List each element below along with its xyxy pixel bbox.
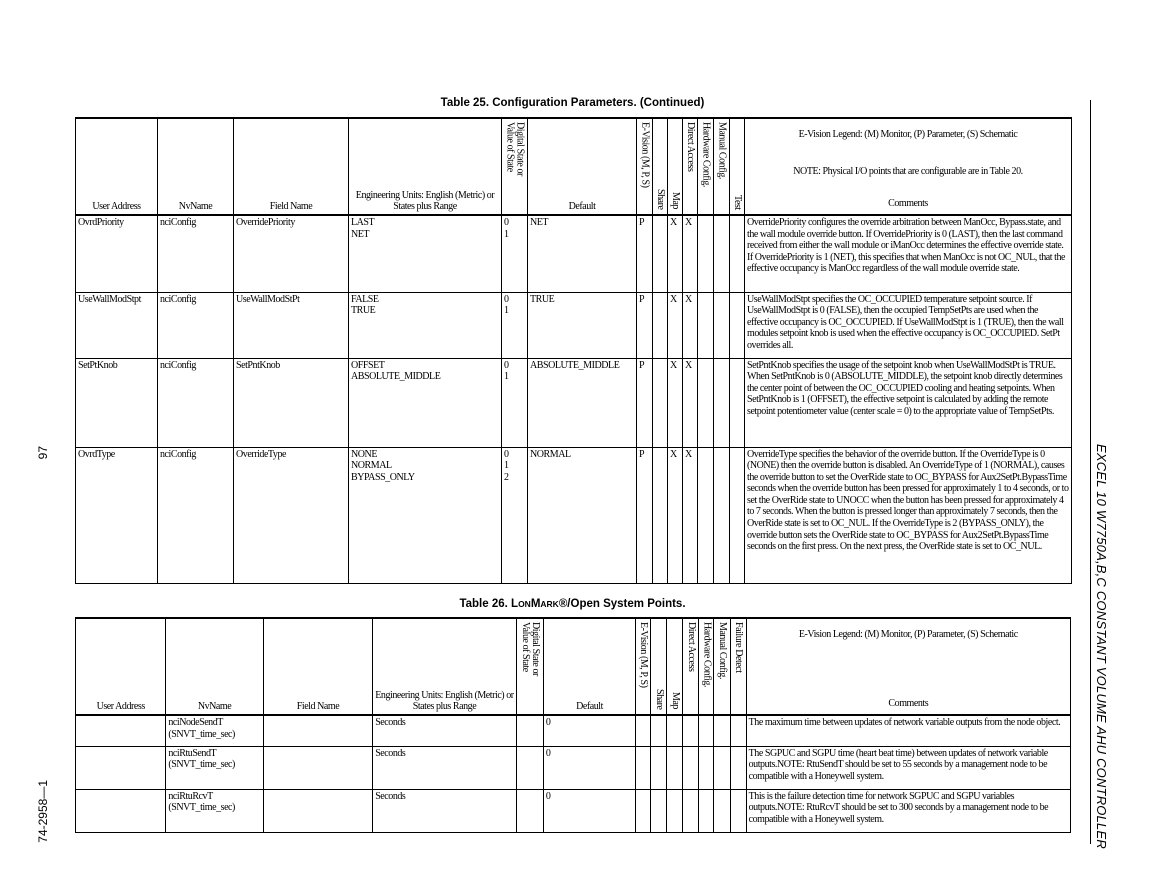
cell-hardware-config bbox=[699, 715, 714, 746]
header-map-text: Map bbox=[670, 192, 681, 210]
cell-field-name bbox=[263, 715, 372, 746]
cell-field-name bbox=[263, 746, 372, 789]
header-comments bbox=[745, 118, 1072, 215]
cell-direct-access bbox=[683, 789, 699, 832]
header-manual-config-text: Manual Config. bbox=[716, 122, 728, 180]
cell-hardware-config bbox=[698, 215, 714, 292]
header-evision-text: E-Vision (M, P, S) bbox=[638, 622, 650, 688]
header-share bbox=[653, 118, 668, 215]
cell-default: NET bbox=[528, 215, 637, 292]
header-map bbox=[668, 118, 683, 215]
cell-comments: OverridePriority configures the override arbitration between ManOcc, Bypass.state, and the wall module override button. If OverridePriority is 0 (LAST), then the last command received from either the wall module or iManOcc determines the effective override state. If OverridePriority is 1 (NET), this specifies that when ManOcc is not OC_NUL, that the effective occupancy is ManOcc regardless of the wall module override state. bbox=[745, 215, 1072, 292]
cell-nvname: nciConfig bbox=[158, 447, 234, 583]
cell-direct-access: X bbox=[683, 447, 698, 583]
cell-comments: The maximum time between updates of network variable outputs from the node object. bbox=[746, 715, 1070, 746]
header-hardware-config-text: Hardware Config. bbox=[700, 122, 712, 187]
cell-share bbox=[651, 715, 667, 746]
cell-states bbox=[516, 789, 543, 832]
cell-field-name: UseWallModStPt bbox=[234, 292, 349, 358]
cell-share bbox=[651, 789, 667, 832]
table-26-caption-on: ON bbox=[518, 599, 531, 609]
header-manual-config bbox=[714, 618, 730, 715]
table-row bbox=[76, 215, 1072, 292]
header-nvname: NvName bbox=[166, 618, 263, 715]
header-field-name: Field Name bbox=[263, 618, 372, 715]
configuration-parameters-table bbox=[75, 117, 1072, 584]
header-engineering-units: Engineering Units: English (Metric) or States plus Range bbox=[373, 618, 517, 715]
cell-states: 0 1 bbox=[502, 215, 528, 292]
header-direct-access bbox=[683, 618, 699, 715]
cell-default: ABSOLUTE_MIDDLE bbox=[528, 358, 637, 447]
cell-user-address: UseWallModStpt bbox=[76, 292, 158, 358]
cell-units: OFFSET ABSOLUTE_MIDDLE bbox=[349, 358, 502, 447]
header-hardware-config bbox=[699, 618, 714, 715]
cell-comments: This is the failure detection time for network SGPUC and SGPU variables outputs.NOTE: RtuRcvT should be set to 300 seconds by a management node to be compatible with a Honeywell system. bbox=[746, 789, 1070, 832]
cell-manual-config bbox=[714, 358, 730, 447]
header-failure-detect-text: Failure Detect bbox=[733, 622, 745, 673]
cell-map bbox=[667, 715, 683, 746]
cell-states bbox=[516, 746, 543, 789]
cell-hardware-config bbox=[699, 789, 714, 832]
cell-test bbox=[730, 447, 745, 583]
header-direct-access-text: Direct Access bbox=[685, 122, 696, 172]
cell-share bbox=[651, 746, 667, 789]
cell-manual-config bbox=[714, 215, 730, 292]
document-number: 74-2958—1 bbox=[36, 780, 50, 843]
evision-legend: E-Vision Legend: (M) Monitor, (P) Parameter, (S) Schematic bbox=[798, 629, 1018, 640]
cell-states: 0 1 bbox=[502, 358, 528, 447]
cell-user-address bbox=[76, 789, 166, 832]
table-26-caption-suffix: ®/Open System Points. bbox=[558, 598, 686, 610]
cell-evision bbox=[636, 789, 651, 832]
cell-share bbox=[653, 447, 668, 583]
header-failure-detect bbox=[730, 618, 746, 715]
cell-manual-config bbox=[714, 789, 730, 832]
cell-failure-detect bbox=[730, 746, 746, 789]
cell-default: TRUE bbox=[528, 292, 637, 358]
header-share-text: Share bbox=[655, 188, 666, 210]
header-user-address: User Address bbox=[76, 118, 158, 215]
cell-comments: SetPntKnob specifies the usage of the setpoint knob when UseWallModStPt is TRUE. When SetPntKnob is 0 (ABSOLUTE_MIDDLE), the setpoint knob directly determines the center point of between the OC_OCCUPIED cooling and heating setpoints. When SetPntKnob is 1 (OFFSET), the effective setpoint is calculated by adding the remote setpoint potentiometer value (center scale = 0) to the appropriate value of TempSetPts. bbox=[745, 358, 1072, 447]
header-test bbox=[730, 118, 745, 215]
cell-direct-access: X bbox=[683, 292, 698, 358]
cell-field-name: OverridePriority bbox=[234, 215, 349, 292]
header-direct-access bbox=[683, 118, 698, 215]
cell-direct-access bbox=[683, 746, 699, 789]
cell-field-name bbox=[263, 789, 372, 832]
header-hardware-config bbox=[698, 118, 714, 215]
evision-legend: E-Vision Legend: (M) Monitor, (P) Parameter, (S) Schematic bbox=[798, 129, 1018, 140]
cell-units: Seconds bbox=[373, 789, 517, 832]
cell-states: 0 1 2 bbox=[502, 447, 528, 583]
cell-default: 0 bbox=[543, 746, 635, 789]
cell-hardware-config bbox=[698, 358, 714, 447]
table-row bbox=[76, 292, 1072, 358]
cell-failure-detect bbox=[730, 715, 746, 746]
cell-evision bbox=[636, 715, 651, 746]
cell-user-address: OvrdPriority bbox=[76, 215, 158, 292]
cell-user-address bbox=[76, 715, 166, 746]
cell-evision: P bbox=[637, 215, 653, 292]
table-row bbox=[76, 447, 1072, 583]
header-note: NOTE: Physical I/O points that are configurable are in Table 20. bbox=[793, 166, 1023, 177]
cell-units: Seconds bbox=[373, 715, 517, 746]
cell-comments: UseWallModStpt specifies the OC_OCCUPIED temperature setpoint source. If UseWallModStpt is 0 (FALSE), then the occupied TempSetPts are used when the effective occupancy is OC_OCCUPIED. If UseWallModStpt is 1 (TRUE), then the wall modules setpoint knob is used when the effective occupancy is OC_OCCUPIED. SetPt overrides all. bbox=[745, 292, 1072, 358]
cell-map bbox=[667, 746, 683, 789]
table-26-caption-ark: ARK bbox=[540, 599, 559, 609]
table-26-caption-l: L bbox=[511, 598, 519, 610]
cell-comments: OverrideType specifies the behavior of the override button. If the OverrideType is 0 (NONE) then the override button is disabled. An OverrideType of 1 (NORMAL), causes the override button to set the OverRide state to OC_BYPASS for Aux2SetPt.BypassTime seconds when the override button has been pressed for approximately 1 to 4 seconds, or to set the OverRide state to UNOCC when the button has been pressed for approximately 4 to 7 seconds. When the button is pressed longer than approximately 7 seconds, then the OverRide state is set to OC_NUL. If the OverrideType is 2 (BYPASS_ONLY), the override button sets the OverRide state to OC_BYPASS for Aux2SetPt.BypassTime seconds on the first press. On the next press, the OverRide state is set to OC_NUL. bbox=[745, 447, 1072, 583]
cell-comments: The SGPUC and SGPU time (heart beat time) between updates of network variable outputs.NOTE: RtuSendT should be set to 55 seconds by a management node to be compatible with a Honeywell system. bbox=[746, 746, 1070, 789]
document-side-title: EXCEL 10 W7750A,B,C CONSTANT VOLUME AHU CONTROLLER bbox=[1094, 444, 1109, 849]
cell-manual-config bbox=[714, 292, 730, 358]
cell-share bbox=[653, 292, 668, 358]
header-comments-label: Comments bbox=[888, 698, 929, 710]
cell-test bbox=[730, 215, 745, 292]
cell-states bbox=[516, 715, 543, 746]
header-manual-config bbox=[714, 118, 730, 215]
header-map-text: Map bbox=[669, 692, 681, 710]
cell-nvname: nciRtuSendT (SNVT_time_sec) bbox=[166, 746, 263, 789]
cell-hardware-config bbox=[698, 447, 714, 583]
cell-test bbox=[730, 358, 745, 447]
cell-share bbox=[653, 215, 668, 292]
cell-default: NORMAL bbox=[528, 447, 637, 583]
table-26-caption-prefix: Table 26. bbox=[459, 598, 512, 610]
cell-direct-access: X bbox=[683, 215, 698, 292]
cell-default: 0 bbox=[543, 789, 635, 832]
header-evision bbox=[637, 118, 653, 215]
cell-units: LAST NET bbox=[349, 215, 502, 292]
cell-nvname: nciRtuRcvT (SNVT_time_sec) bbox=[166, 789, 263, 832]
table-row bbox=[76, 789, 1071, 832]
cell-default: 0 bbox=[543, 715, 635, 746]
cell-evision bbox=[636, 746, 651, 789]
cell-nvname: nciConfig bbox=[158, 292, 234, 358]
header-default: Default bbox=[528, 118, 637, 215]
header-hardware-config-text: Hardware Config. bbox=[701, 622, 713, 687]
header-evision bbox=[636, 618, 651, 715]
table-row bbox=[76, 358, 1072, 447]
header-map bbox=[667, 618, 683, 715]
cell-nvname: nciConfig bbox=[158, 358, 234, 447]
header-user-address: User Address bbox=[76, 618, 166, 715]
header-comments-label: Comments bbox=[888, 198, 928, 210]
header-field-name: Field Name bbox=[234, 118, 349, 215]
cell-user-address bbox=[76, 746, 166, 789]
cell-nvname: nciConfig bbox=[158, 215, 234, 292]
table-row bbox=[76, 715, 1071, 746]
cell-map: X bbox=[668, 215, 683, 292]
header-digital-state-text: Digital State or Value of State bbox=[504, 122, 526, 176]
cell-map: X bbox=[668, 358, 683, 447]
cell-direct-access bbox=[683, 715, 699, 746]
cell-hardware-config bbox=[698, 292, 714, 358]
header-engineering-units: Engineering Units: English (Metric) or States plus Range bbox=[349, 118, 502, 215]
cell-field-name: SetPntKnob bbox=[234, 358, 349, 447]
cell-test bbox=[730, 292, 745, 358]
cell-units: Seconds bbox=[373, 746, 517, 789]
header-nvname: NvName bbox=[158, 118, 234, 215]
cell-units: FALSE TRUE bbox=[349, 292, 502, 358]
table-25-caption: Table 25. Configuration Parameters. (Continued) bbox=[440, 97, 705, 109]
cell-evision: P bbox=[637, 358, 653, 447]
cell-map: X bbox=[668, 447, 683, 583]
cell-units: NONE NORMAL BYPASS_ONLY bbox=[349, 447, 502, 583]
cell-nvname: nciNodeSendT (SNVT_time_sec) bbox=[166, 715, 263, 746]
page-number: 97 bbox=[36, 446, 50, 460]
cell-field-name: OverrideType bbox=[234, 447, 349, 583]
cell-share bbox=[653, 358, 668, 447]
cell-hardware-config bbox=[699, 746, 714, 789]
cell-map: X bbox=[668, 292, 683, 358]
cell-states: 0 1 bbox=[502, 292, 528, 358]
cell-map bbox=[667, 789, 683, 832]
right-margin-rule bbox=[1090, 100, 1091, 844]
table-row bbox=[76, 746, 1071, 789]
cell-evision: P bbox=[637, 292, 653, 358]
cell-direct-access: X bbox=[683, 358, 698, 447]
header-direct-access-text: Direct Access bbox=[685, 622, 697, 672]
cell-evision: P bbox=[637, 447, 653, 583]
table-26-caption-m: M bbox=[530, 598, 541, 610]
cell-manual-config bbox=[714, 447, 730, 583]
header-digital-state-text: Digital State or Value of State bbox=[519, 622, 541, 676]
header-manual-config-text: Manual Config. bbox=[717, 622, 729, 680]
header-test-text: Test bbox=[732, 194, 743, 210]
cell-manual-config bbox=[714, 746, 730, 789]
header-comments bbox=[746, 618, 1070, 715]
cell-user-address: OvrdType bbox=[76, 447, 158, 583]
header-evision-text: E-Vision (M, P, S) bbox=[639, 122, 651, 188]
cell-user-address: SetPtKnob bbox=[76, 358, 158, 447]
header-digital-state bbox=[502, 118, 528, 215]
header-share-text: Share bbox=[653, 688, 665, 710]
header-default: Default bbox=[543, 618, 635, 715]
cell-manual-config bbox=[714, 715, 730, 746]
cell-failure-detect bbox=[730, 789, 746, 832]
lonmark-open-system-points-table bbox=[75, 617, 1071, 833]
table-26-caption bbox=[75, 598, 1070, 610]
header-share bbox=[651, 618, 667, 715]
header-digital-state bbox=[516, 618, 543, 715]
